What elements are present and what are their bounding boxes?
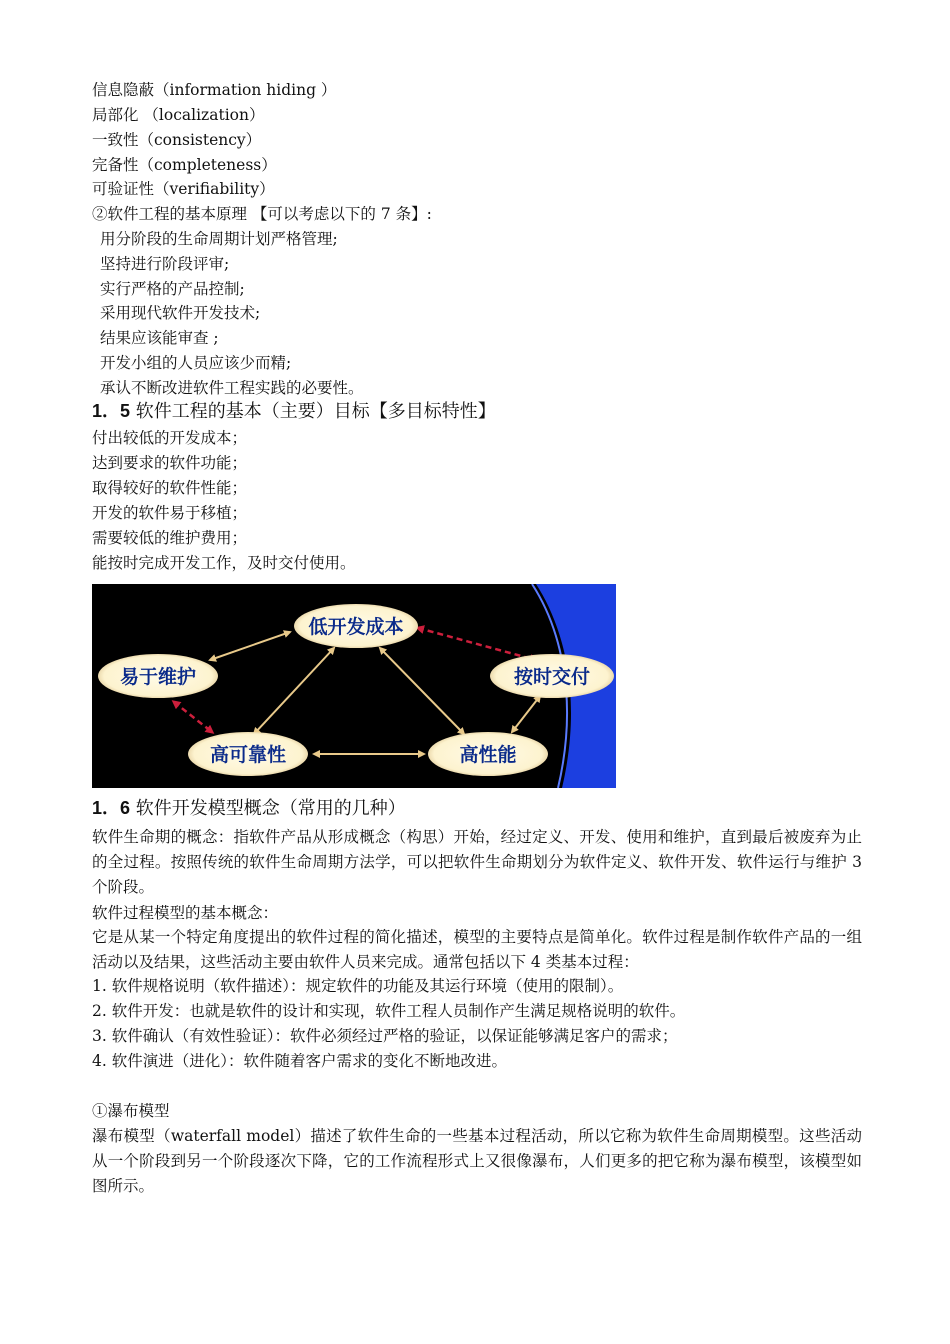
goals-relationship-diagram	[92, 584, 616, 788]
process-item: 1. 软件规格说明（软件描述）：规定软件的功能及其运行环境（使用的限制）。	[92, 977, 624, 995]
svg-text:易于维护: 易于维护	[119, 666, 197, 688]
section-title: 软件工程的基本（主要）目标【多目标特性】	[135, 401, 496, 422]
goal-item: 取得较好的软件性能；	[92, 479, 248, 497]
basic-principle-item: 采用现代软件开发技术;	[100, 304, 261, 322]
basic-principle-item: 坚持进行阶段评审;	[100, 255, 230, 273]
conflict-cost-ontime	[418, 628, 536, 660]
process-item: 3. 软件确认（有效性验证）：软件必须经过严格的验证，以保证能够满足客户的需求；	[92, 1027, 678, 1045]
svg-text:按时交付: 按时交付	[513, 666, 591, 688]
svg-text:高可靠性: 高可靠性	[209, 744, 287, 766]
basic-principle-item: 结果应该能审查 ;	[100, 329, 219, 347]
principle-item: 一致性（consistency）	[92, 131, 262, 149]
diagram-svg	[92, 584, 616, 788]
goal-item: 开发的软件易于移植；	[92, 504, 248, 522]
node-reliable	[188, 732, 308, 776]
arrow-performance-ontime	[512, 696, 540, 732]
node-performance	[428, 732, 548, 776]
basic-principle-item: 实行严格的产品控制;	[100, 280, 245, 298]
svg-text:高性能: 高性能	[459, 744, 517, 766]
section-number: 1．5	[92, 401, 131, 421]
waterfall-paragraph: 瀑布模型（waterfall model）描述了软件生命的一些基本过程活动，所以它称为软件生命周期模型。这些活动从一个阶段到另一个阶段逐次下降，它的工作流程形式上又很像瀑布，人们更多的把它称为瀑布模型，该模型如图所示。	[92, 1127, 862, 1195]
arrow-cost-reliable	[254, 648, 334, 734]
section-number: 1．6	[92, 798, 131, 818]
conflict-maintain-reliable	[174, 702, 212, 732]
node-low-cost	[294, 604, 418, 648]
principle-item: 信息隐蔽（information hiding ）	[92, 81, 337, 99]
process-item: 2. 软件开发：也就是软件的设计和实现，软件工程人员制作产生满足规格说明的软件。	[92, 1002, 686, 1020]
section-heading-1-5	[92, 401, 496, 422]
basic-principles-heading: ②软件工程的基本原理 【可以考虑以下的 7 条】:	[92, 205, 432, 223]
node-on-time	[490, 654, 614, 698]
goal-item: 能按时完成开发工作，及时交付使用。	[92, 554, 356, 572]
arrow-cost-performance	[380, 648, 464, 734]
basic-principle-item: 开发小组的人员应该少而精;	[100, 354, 292, 372]
lifecycle-paragraph: 软件生命期的概念：指软件产品从形成概念（构思）开始，经过定义、开发、使用和维护，直到最后被废弃为止的全过程。按照传统的软件生命周期方法学，可以把软件生命期划分为软件定义、软件开发、软件运行与维护 3 个阶段。	[92, 828, 862, 896]
waterfall-heading: ①瀑布模型	[92, 1102, 170, 1120]
section-heading-1-6	[92, 798, 406, 819]
goal-item: 需要较低的维护费用；	[92, 529, 248, 547]
process-model-heading: 软件过程模型的基本概念：	[92, 904, 279, 922]
basic-principle-item: 用分阶段的生命周期计划严格管理;	[100, 230, 338, 248]
section-title: 软件开发模型概念（常用的几种）	[135, 798, 406, 819]
basic-principle-item: 承认不断改进软件工程实践的必要性。	[100, 379, 364, 397]
principle-item: 可验证性（verifiability）	[92, 180, 275, 198]
svg-text:低开发成本: 低开发成本	[308, 616, 404, 638]
node-maintainable	[98, 654, 218, 698]
goal-item: 达到要求的软件功能；	[92, 454, 248, 472]
arrow-cost-maintain	[210, 632, 290, 660]
principle-item: 完备性（completeness）	[92, 156, 277, 174]
process-model-paragraph: 它是从某一个特定角度提出的软件过程的简化描述，模型的主要特点是简单化。软件过程是制作软件产品的一组活动以及结果，这些活动主要由软件人员来完成。通常包括以下 4 类基本过程：	[92, 928, 862, 971]
process-item: 4. 软件演进（进化）：软件随着客户需求的变化不断地改进。	[92, 1052, 507, 1070]
goal-item: 付出较低的开发成本；	[92, 429, 248, 447]
principle-item: 局部化 （localization）	[92, 106, 265, 124]
